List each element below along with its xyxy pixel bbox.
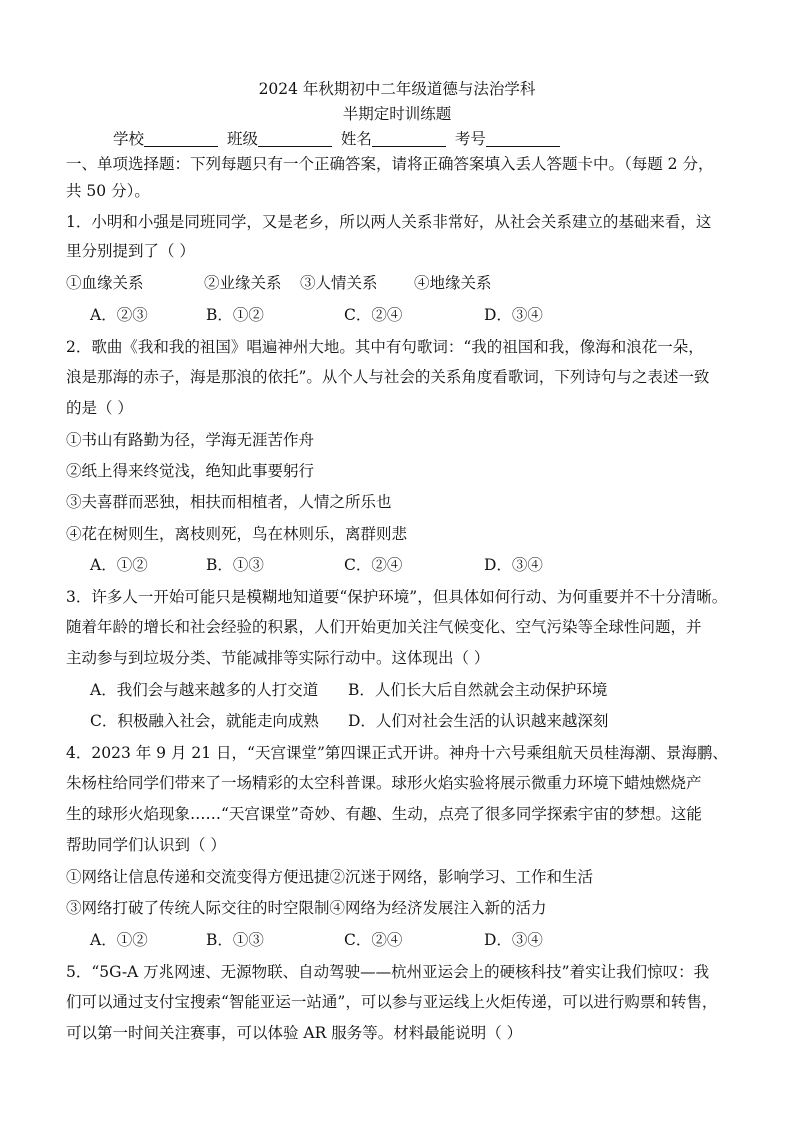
q2-option-a[interactable]: A．①②: [90, 556, 148, 574]
q2-option-b[interactable]: B．①③: [206, 556, 264, 574]
q1-option-c[interactable]: C．②④: [344, 306, 403, 324]
q1-statement-1: ①血缘关系: [66, 274, 144, 292]
q3-stem-line-2: 随着年龄的增长和社会经验的积累，人们开始更加关注气候变化、空气污染等全球性问题，并: [66, 618, 702, 636]
q2-stem-line-2: 浪是那海的赤子，海是那浪的依托”。从个人与社会的关系角度看歌词，下列诗句与之表述一致: [66, 368, 710, 386]
q1-option-a[interactable]: A．②③: [90, 306, 148, 324]
exam-subtitle: 半期定时训练题: [342, 105, 452, 123]
q3-stem-line-3: 主动参与到垃圾分类、节能减排等实际行动中。这体现出（ ）: [66, 649, 490, 667]
q1-option-d[interactable]: D．③④: [484, 306, 543, 324]
q3-option-a[interactable]: A．我们会与越来越多的人打交道: [90, 681, 319, 699]
name-blank[interactable]: [372, 130, 446, 147]
q4-option-b[interactable]: B．①③: [206, 931, 264, 949]
q3-stem-line-1: 3．许多人一开始可能只是模糊地知道要“保护环境”，但具体如何行动、为何重要并不十分清晰。: [66, 588, 728, 606]
q1-stem-line-2: 里分别提到了（ ）: [66, 242, 195, 260]
q2-option-d[interactable]: D．③④: [484, 556, 543, 574]
q4-option-d[interactable]: D．③④: [484, 931, 543, 949]
q4-option-c[interactable]: C．②④: [344, 931, 403, 949]
q1-statement-3: ③人情关系: [300, 274, 378, 292]
q4-stem-line-3: 生的球形火焰现象……“天宫课堂”奇妙、有趣、生动，点亮了很多同学探索宇宙的梦想。这能: [66, 805, 702, 823]
q2-statement-1: ①书山有路勤为径，学海无涯苦作舟: [66, 431, 315, 449]
q4-statement-1: ①网络让信息传递和交流变得方便迅捷②沉迷于网络，影响学习、工作和生活: [66, 868, 594, 886]
exam-number-blank[interactable]: [486, 130, 560, 147]
q4-stem-line-2: 朱杨柱给同学们带来了一场精彩的太空科普课。球形火焰实验将展示微重力环境下蜡烛燃烧产: [66, 774, 702, 792]
q4-stem-line-1: 4．2023 年 9 月 21 日，“天宫课堂”第四课正式开讲。神舟十六号乘组航天员桂海潮、景海鹏、: [66, 744, 728, 762]
school-label: 学校: [113, 130, 145, 148]
q1-statement-4: ④地缘关系: [414, 274, 492, 292]
student-info-row: [113, 128, 564, 150]
q3-option-b[interactable]: B．人们长大后自然就会主动保护环境: [348, 681, 608, 699]
q2-statement-2: ②纸上得来终觉浅，绝知此事要躬行: [66, 462, 315, 480]
q5-stem-line-2: 们可以通过支付宝搜索“智能亚运一站通”，可以参与亚运线上火炬传递，可以进行购票和转售，: [66, 993, 718, 1011]
exam-number-label: 考号: [454, 130, 486, 148]
q5-stem-line-1: 5．“5G-A 万兆网速、无源物联、自动驾驶——杭州亚运会上的硬核科技”着实让我们惊叹：我: [66, 963, 710, 981]
q3-option-d[interactable]: D．人们对社会生活的认识越来越深刻: [348, 712, 609, 730]
section-instruction-line-2: 共 50 分）。: [66, 182, 150, 200]
q2-option-c[interactable]: C．②④: [344, 556, 403, 574]
section-instruction-line-1: 一、单项选择题：下列每题只有一个正确答案，请将正确答案填入丢人答题卡中。（每题 2 分，: [66, 155, 714, 173]
q3-option-c[interactable]: C．积极融入社会，就能走向成熟: [90, 712, 319, 730]
q4-option-a[interactable]: A．①②: [90, 931, 148, 949]
q4-statement-2: ③网络打破了传统人际交往的时空限制④网络为经济发展注入新的活力: [66, 899, 547, 917]
name-label: 姓名: [340, 130, 372, 148]
q5-stem-line-3: 可以第一时间关注赛事，可以体验 AR 服务等。材料最能说明（ ）: [66, 1024, 523, 1042]
q2-stem-line-3: 的是（ ）: [66, 399, 133, 417]
q1-option-b[interactable]: B．①②: [206, 306, 264, 324]
q4-stem-line-4: 帮助同学们认识到（ ）: [66, 836, 226, 854]
q2-statement-4: ④花在树则生，离枝则死，鸟在林则乐，离群则悲: [66, 525, 408, 543]
q2-statement-3: ③夫喜群而恶独，相扶而相植者，人情之所乐也: [66, 493, 392, 511]
school-blank[interactable]: [144, 130, 218, 147]
class-label: 班级: [226, 130, 258, 148]
exam-title: 2024 年秋期初中二年级道德与法治学科: [258, 80, 536, 98]
q2-stem-line-1: 2．歌曲《我和我的祖国》唱遍神州大地。其中有句歌词：“我的祖国和我，像海和浪花一朵，: [66, 338, 704, 356]
q1-statement-2: ②业缘关系: [204, 274, 282, 292]
q1-stem-line-1: 1．小明和小强是同班同学，又是老乡，所以两人关系非常好，从社会关系建立的基础来看，这: [66, 213, 712, 231]
class-blank[interactable]: [258, 130, 332, 147]
